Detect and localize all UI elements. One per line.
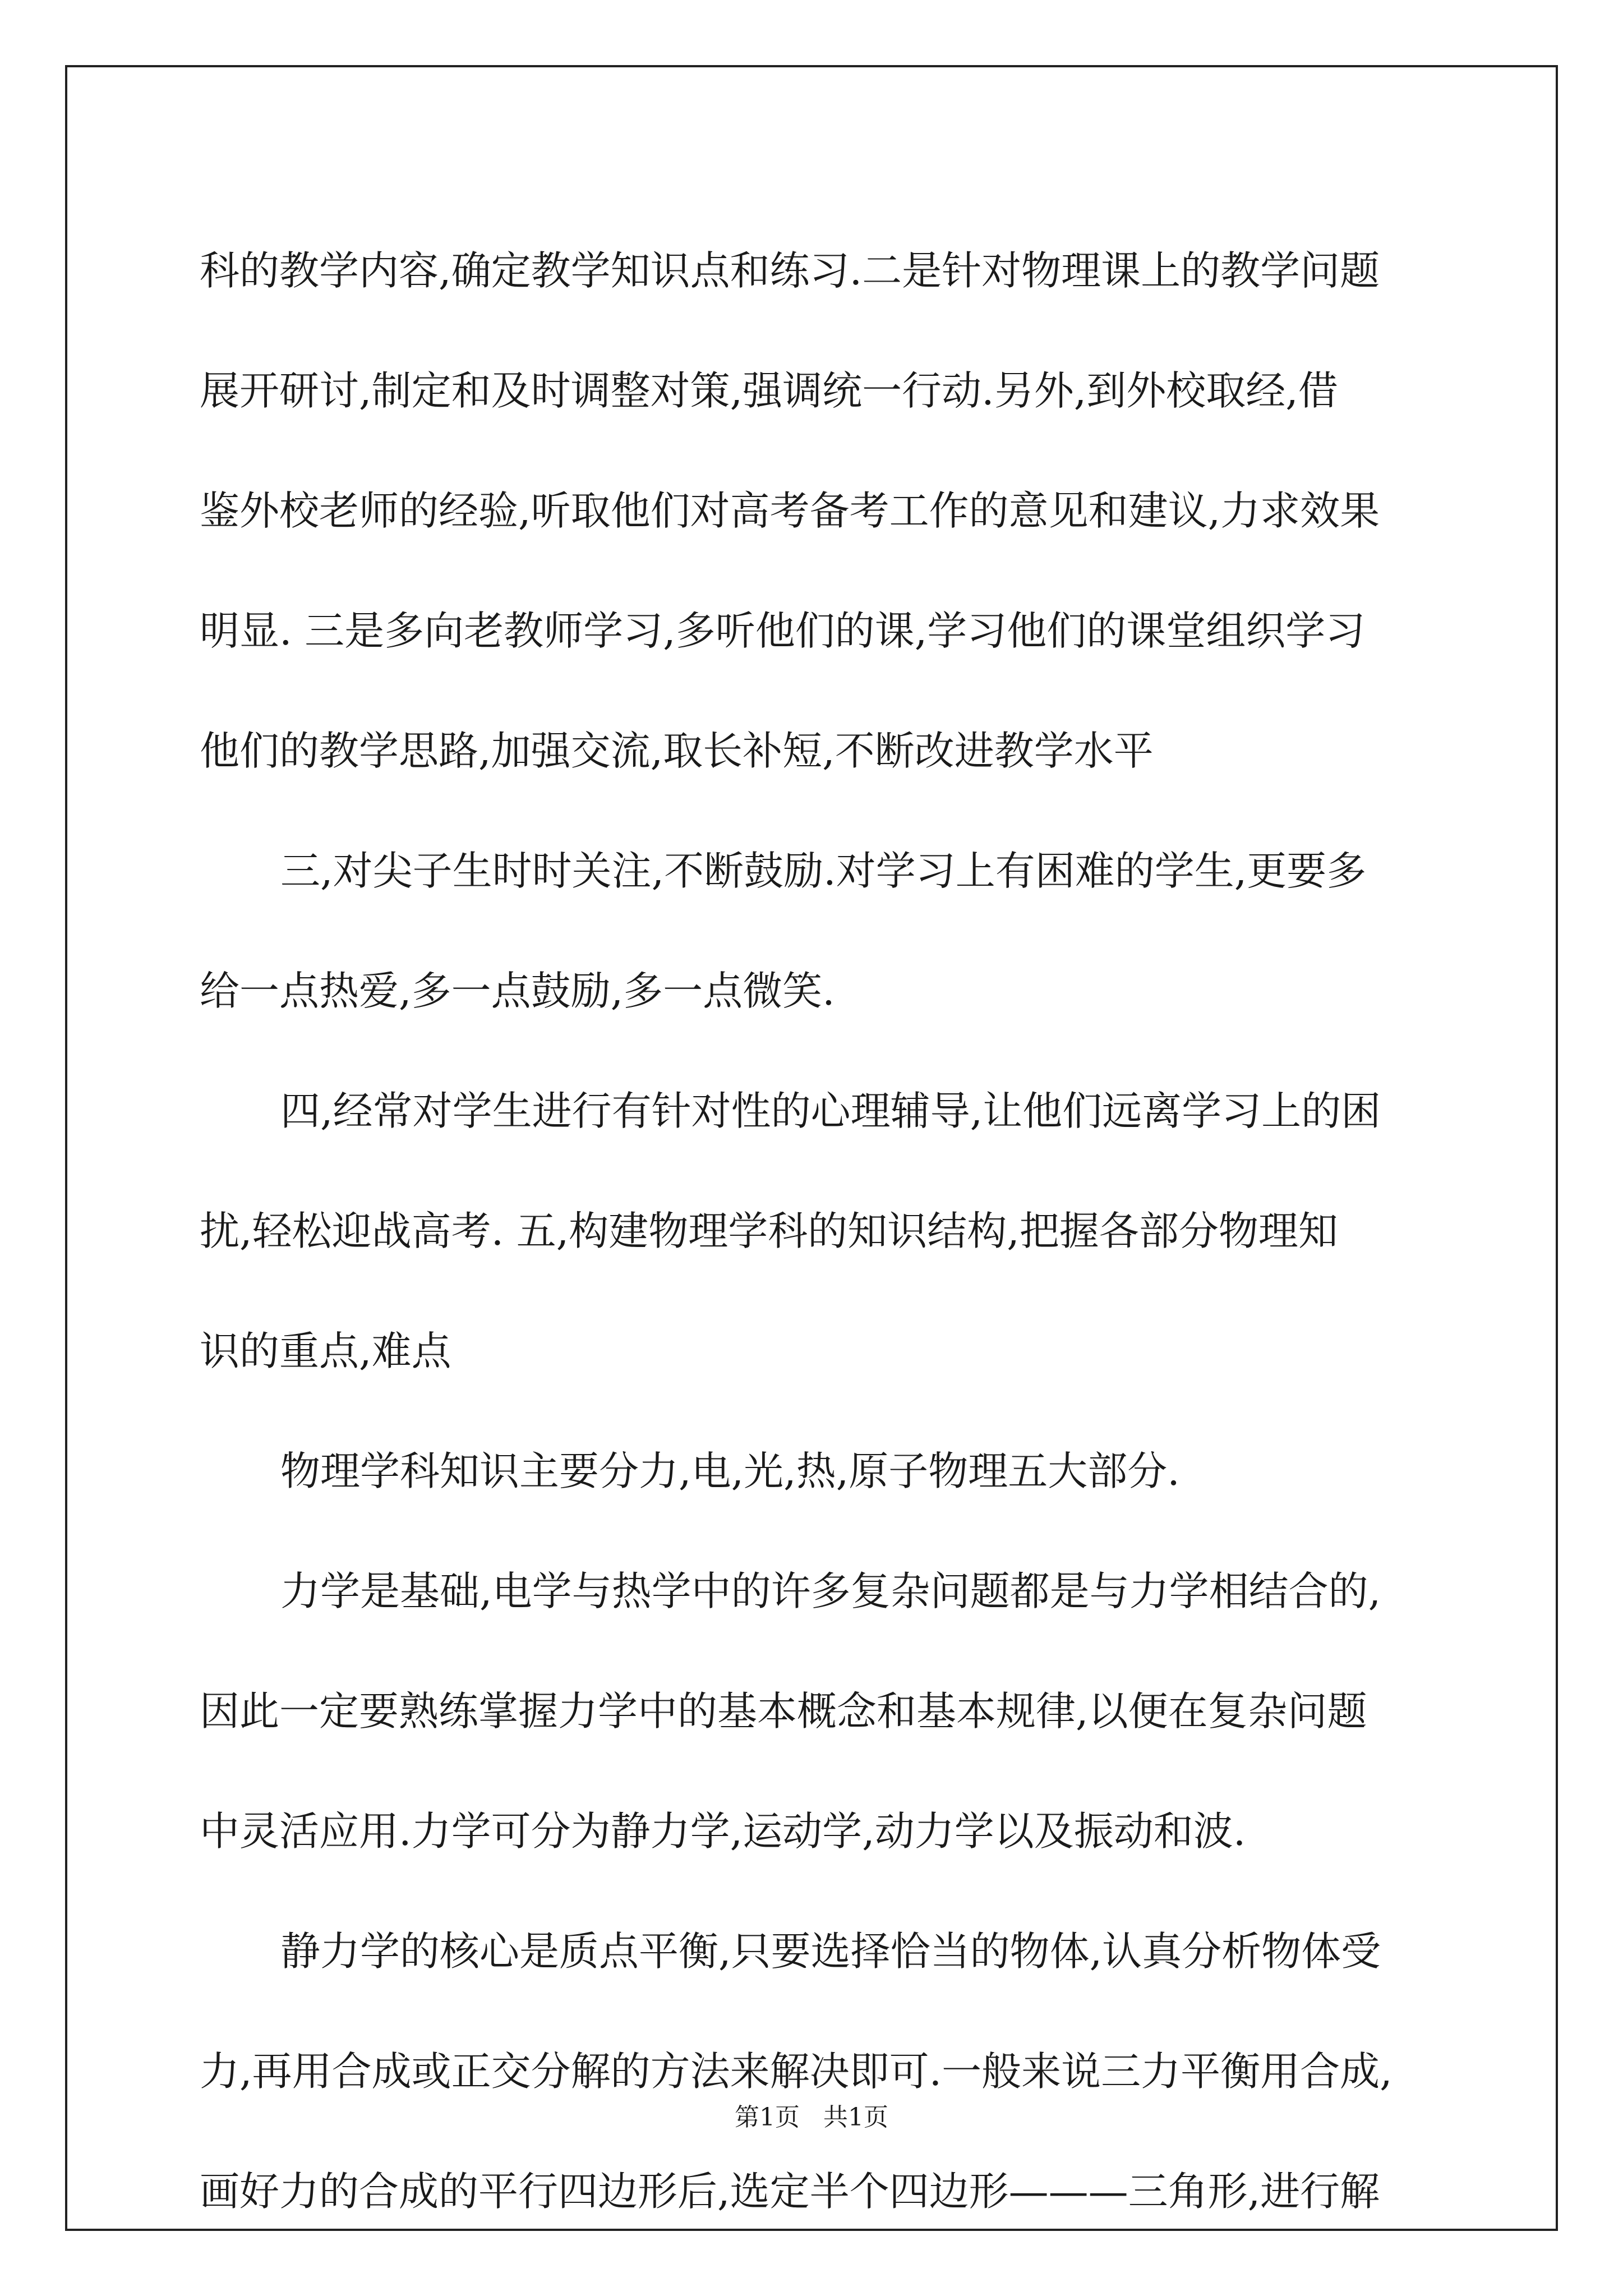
text-line: 科的教学内容,确定教学知识点和练习.二是针对物理课上的教学问题 bbox=[200, 247, 1380, 294]
text-line: 物理学科知识主要分力,电,光,热,原子物理五大部分. bbox=[280, 1448, 1180, 1494]
text-line: 他们的教学思路,加强交流,取长补短,不断改进教学水平 bbox=[200, 728, 1154, 774]
text-line: 扰,轻松迎战高考. 五,构建物理学科的知识结构,把握各部分物理知 bbox=[200, 1208, 1338, 1254]
text-line: 因此一定要熟练掌握力学中的基本概念和基本规律,以便在复杂问题 bbox=[200, 1688, 1367, 1734]
text-line: 明显. 三是多向老教师学习,多听他们的课,学习他们的课堂组织学习 bbox=[200, 608, 1366, 654]
text-line: 力,再用合成或正交分解的方法来解决即可.一般来说三力平衡用合成, bbox=[200, 2048, 1393, 2095]
text-line: 画好力的合成的平行四边形后,选定半个四边形———三角形,进行解 bbox=[200, 2168, 1380, 2215]
text-line: 鉴外校老师的经验,听取他们对高考备考工作的意见和建议,力求效果 bbox=[200, 487, 1380, 534]
text-line: 静力学的核心是质点平衡,只要选择恰当的物体,认真分析物体受 bbox=[280, 1928, 1381, 1975]
text-line: 给一点热爱,多一点鼓励,多一点微笑. bbox=[200, 968, 835, 1014]
document-body bbox=[200, 211, 1433, 2252]
text-line: 中灵活应用.力学可分为静力学,运动学,动力学以及振动和波. bbox=[200, 1808, 1246, 1855]
text-line: 展开研讨,制定和及时调整对策,强调统一行动.另外,到外校取经,借 bbox=[200, 367, 1338, 414]
text-line: 四,经常对学生进行有针对性的心理辅导,让他们远离学习上的困 bbox=[280, 1088, 1381, 1134]
text-line: 识的重点,难点 bbox=[200, 1328, 451, 1374]
text-line: 力学是基础,电学与热学中的许多复杂问题都是与力学相结合的, bbox=[280, 1568, 1381, 1614]
page-number-footer: 第1页 共1页 bbox=[735, 2103, 888, 2132]
text-line: 三,对尖子生时时关注,不断鼓励.对学习上有困难的学生,更要多 bbox=[280, 848, 1367, 894]
